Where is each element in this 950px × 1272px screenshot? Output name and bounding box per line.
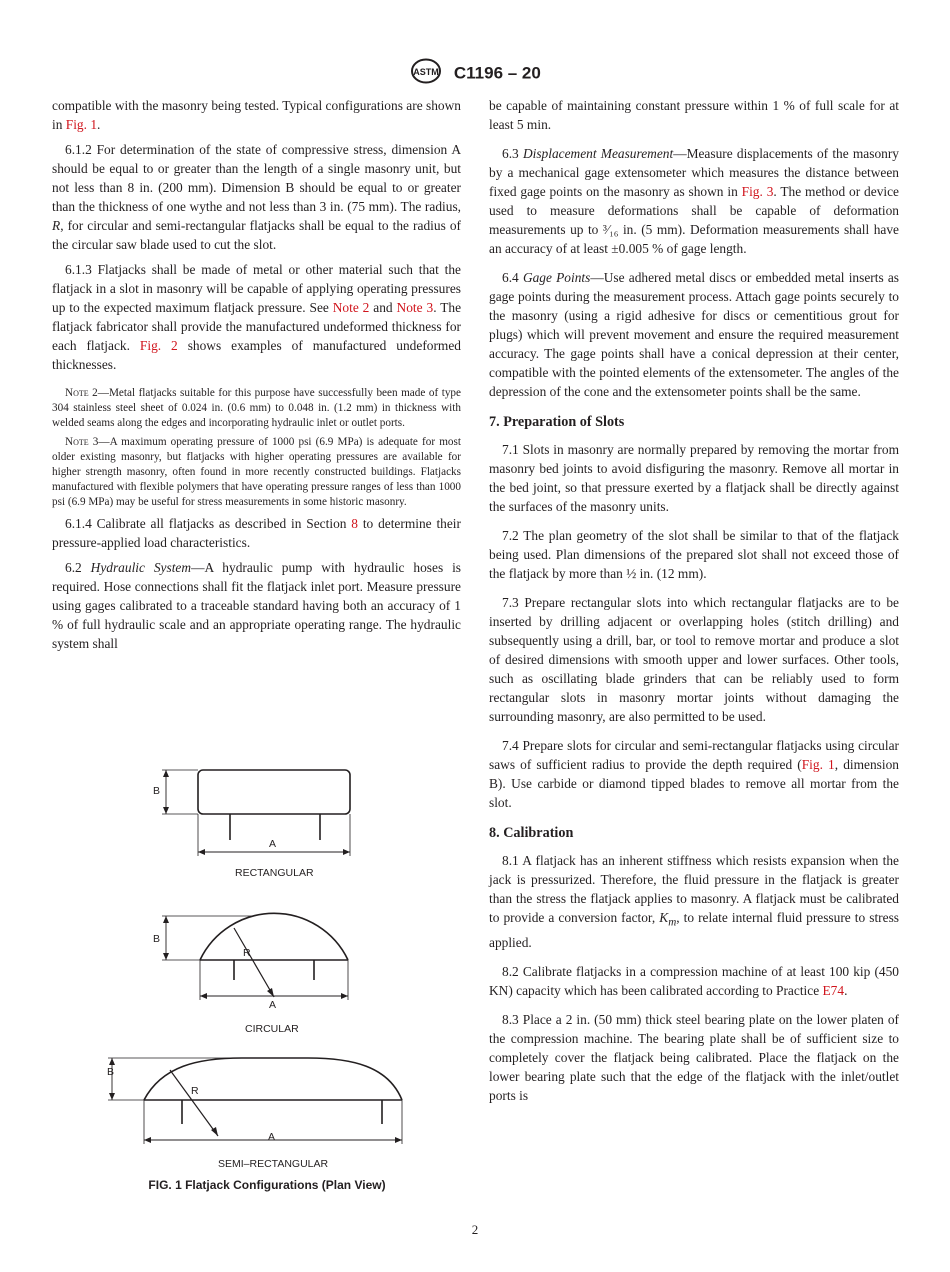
- left-column: [52, 96, 461, 659]
- section-8-heading: 8. Calibration: [489, 825, 574, 841]
- paragraph-7-4: 7.4 Prepare slots for circular and semi-rectangular flatjacks using circular saws of sufficient radius to provide the depth required (Fig. 1, dimension B). Use carbide or diamond tipped blades to remove all mortar from the slot.: [489, 738, 899, 810]
- section-7-heading: 7. Preparation of Slots: [489, 414, 625, 430]
- fig1-link[interactable]: Fig. 1: [801, 757, 835, 772]
- note2-link[interactable]: Note 2: [332, 300, 370, 315]
- figure-1: [52, 760, 461, 1200]
- dim-a-label: A: [269, 999, 277, 1011]
- paragraph-6-1-4: 6.1.4 Calibrate all flatjacks as described in Section 8 to determine their pressure-applied load characteristics.: [52, 516, 461, 550]
- page-number: 2: [471, 1222, 479, 1237]
- rectangular-flatjack: [198, 770, 350, 814]
- note3-link[interactable]: Note 3: [396, 300, 434, 315]
- circular-flatjack: [200, 913, 348, 960]
- e74-link[interactable]: E74: [822, 982, 845, 998]
- section8-link[interactable]: 8: [351, 516, 358, 531]
- paragraph-8-3: 8.3 Place a 2 in. (50 mm) thick steel bearing plate on the lower platen of the compression machine. The bearing plate shall be of sufficient size to completely cover the flatjack being calibrated. Place the flatjack on the lower bearing plate such that the edge of the flatjack with the inlet/outlet ports is: [489, 1011, 899, 1103]
- document-title: C1196 – 20: [453, 63, 541, 83]
- paragraph: compatible with the masonry being tested. Typical configurations are shown in Fig. 1.: [52, 98, 461, 132]
- fig3-link[interactable]: Fig. 3: [741, 184, 774, 199]
- paragraph-8-1: 8.1 A flatjack has an inherent stiffness which resists expansion when the jack is pressurized. Therefore, the fluid pressure in the flatjack is greater than the stress the flatjack applies to masonry. A flatjack must be calibrated to provide a conversion factor, $K_m$, to relate internal fluid pressure to stress applied.: [489, 853, 899, 950]
- paragraph-7-2: 7.2 The plan geometry of the slot shall be similar to that of the flatjack being used. Plan dimensions of the prepared slot shall not exceed those of the flatjack by more than ½ in. (12 mm).: [489, 528, 899, 581]
- semi-rectangular-label: SEMI–RECTANGULAR: [218, 1158, 329, 1170]
- dim-r-label: R: [191, 1085, 199, 1097]
- rectangular-label: RECTANGULAR: [235, 867, 314, 879]
- dim-a-label: A: [269, 838, 277, 850]
- paragraph-6-2: 6.2 Hydraulic System—A hydraulic pump with hydraulic hoses is required. Hose connections shall fit the flatjack inlet port. Measure pressure using gages calibrated to a traceable standard having both an accuracy of 1 % of full hydraulic scale and an appropriate operating range. The hydraulic system shall: [52, 560, 461, 651]
- paragraph-6-1-3: 6.1.3 Flatjacks shall be made of metal or other material such that the flatjack in a slot in masonry will be capable of applying operating pressures up to the expected maximum flatjack pressure. See Note 2 and Note 3. The flatjack fabricator shall provide the manufactured undeformed thickness for each flatjack. Fig. 2 shows examples of manufactured undeformed thicknesses.: [52, 262, 462, 372]
- astm-logo: [409, 58, 443, 89]
- paragraph-6-3: 6.3 Displacement Measurement—Measure displacements of the masonry by a mechanical gage extensometer which measures the distance between fixed gage points on the masonry as shown in Fig. 3. The method or device used to measure deformations shall be capable of deformation measurements up to ³⁄₁₆ in. (5 mm). Deformation measurements shall have an accuracy of at least ±0.005 % of gage length.: [489, 146, 899, 256]
- figure-caption: FIG. 1 Flatjack Configurations (Plan View): [148, 1178, 386, 1192]
- page-header: [0, 58, 950, 89]
- dim-b-label: B: [107, 1066, 115, 1078]
- note-2: Note 2—Metal flatjacks suitable for this purpose have successfully been made of type 304 stainless steel sheet of 0.024 in. (0.6 mm) to 0.048 in. (1.2 mm) in thickness with welded seams along the edges and incorporating hydraulic inlet or outlet ports.: [52, 387, 461, 429]
- paragraph-6-1-2: 6.1.2 For determination of the state of compressive stress, dimension A should be equal to or greater than the length of a single masonry unit, but not less than 8 in. (200 mm). Dimension B should be equal to or greater than the thickness of one wythe and not less than 3 in. (75 mm). The radius, R, for circular and semi-rectangular flatjacks shall be equal to the radius of the circular saw blade used to cut the slot.: [52, 142, 461, 252]
- paragraph-7-1: 7.1 Slots in masonry are normally prepared by removing the mortar from masonry bed joints to avoid disfiguring the masonry. Remove all mortar in the bed joint, so that pressure exerted by a flatjack shall be directly against the surfaces of the masonry units.: [489, 442, 899, 514]
- dim-a-label: A: [268, 1131, 276, 1143]
- circular-label: CIRCULAR: [245, 1023, 299, 1035]
- paragraph-8-2: 8.2 Calibrate flatjacks in a compression machine of at least 100 kip (450 KN) capacity which has been calibrated according to Practice E74.: [489, 963, 899, 998]
- dim-r-label: R: [243, 947, 251, 959]
- right-column: [489, 96, 899, 1111]
- note-3: Note 3—A maximum operating pressure of 1000 psi (6.9 MPa) is adequate for most older existing masonry, but flatjacks with higher operating pressures are available for higher strength masonry, often found in more recently constructed buildings. Flatjacks manufactured with flexible polymers that have operating pressure ranges of less than 1000 psi (6.9 MPa) may be useful for stress measurements in some historic masonry.: [52, 436, 461, 508]
- flatjack-diagram: [52, 760, 461, 1170]
- paragraph: be capable of maintaining constant pressure within 1 % of full scale for at least 5 min.: [489, 98, 899, 132]
- semi-rectangular-flatjack: [144, 1058, 402, 1100]
- paragraph-7-3: 7.3 Prepare rectangular slots into which rectangular flatjacks are to be inserted by drilling adjacent or overlapping holes (stitch drilling) and subsequently using a drill, bar, or tool to remove mortar and produce a slot of desired dimensions with smooth upper and lower surfaces. Other tools, such as oscillating blade grinders that can be reliably used to form rectangular slots in masonry mortar joints without damaging the surrounding masonry, are also permitted to be used.: [489, 595, 899, 724]
- fig1-link[interactable]: Fig. 1: [65, 117, 98, 132]
- svg-text:ASTM: ASTM: [413, 67, 439, 77]
- paragraph-6-4: 6.4 Gage Points—Use adhered metal discs or embedded metal inserts as gage points during the measurement process. Attach gage points securely to the masonry (using a rigid adhesive for discs or cementitious grout for plugs) which will prevent movement and ensure the required measurement accuracy. The gage points shall have a conical depression at their center, compatible with the pointed elements of the extensometer. The angles of the depression of the cone and the extensometer points shall be the same.: [489, 270, 900, 399]
- dim-b-label: B: [153, 785, 161, 797]
- dim-b-label: B: [153, 933, 161, 945]
- fig2-link[interactable]: Fig. 2: [139, 338, 178, 353]
